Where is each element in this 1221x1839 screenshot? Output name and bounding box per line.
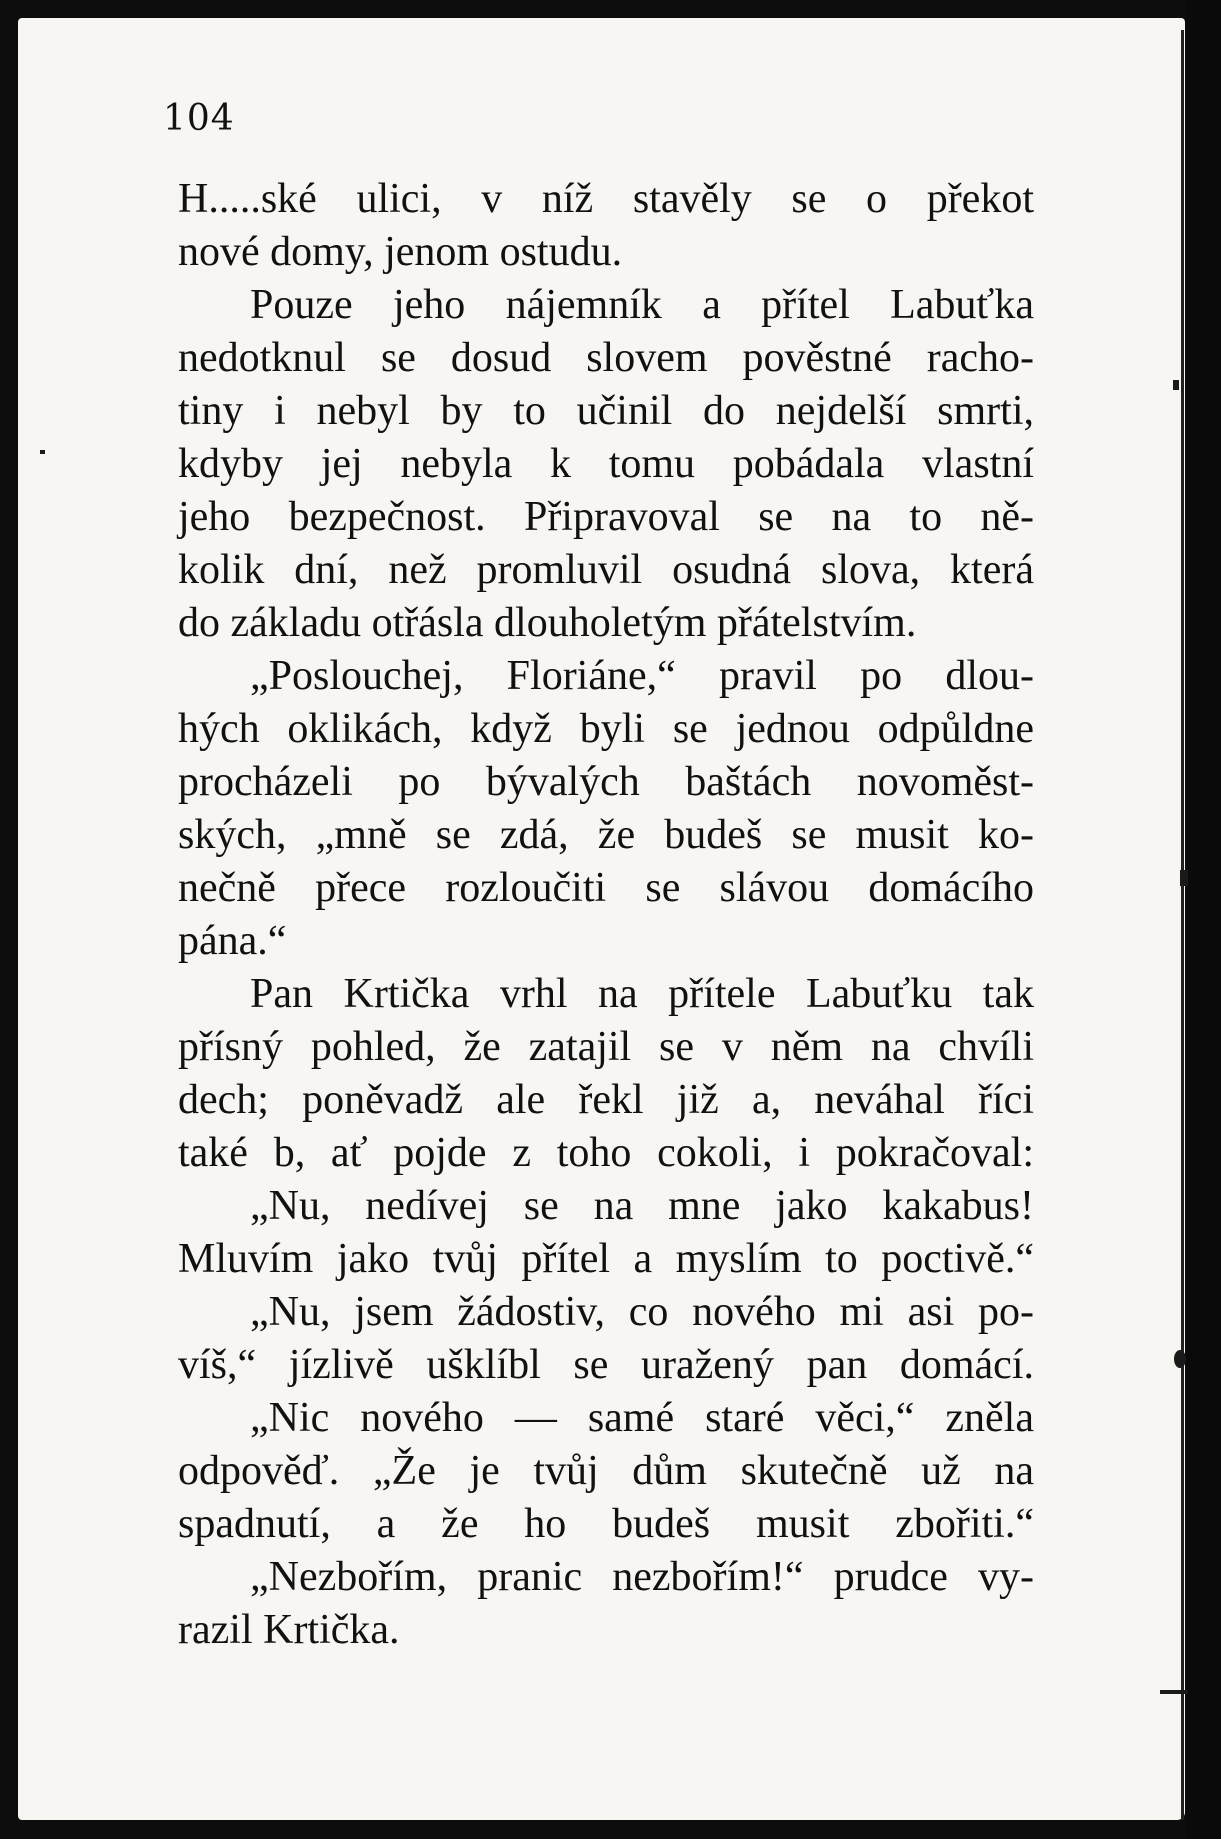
text-line: Mluvím jako tvůj přítel a myslím to poctivě.“ bbox=[178, 1236, 1034, 1282]
text-line: odpověď. „Že je tvůj dům skutečně už na bbox=[178, 1448, 1034, 1494]
page-edge-shadow bbox=[1185, 0, 1221, 1839]
margin-mark bbox=[1181, 30, 1184, 1820]
text-line: přísný pohled, že zatajil se v něm na chvíli bbox=[178, 1024, 1034, 1070]
book-page bbox=[18, 18, 1185, 1820]
text-line: nedotknul se dosud slovem pověstné racho- bbox=[178, 335, 1034, 381]
text-line: procházeli po bývalých baštách novoměst- bbox=[178, 759, 1034, 805]
text-line: dech; poněvadž ale řekl již a, neváhal říci bbox=[178, 1077, 1034, 1123]
text-line: ských, „mně se zdá, že budeš se musit ko- bbox=[178, 812, 1034, 858]
text-line: H.....ské ulici, v níž stavěly se o překot bbox=[178, 176, 1034, 222]
text-line: razil Krtička. bbox=[178, 1607, 400, 1653]
text-line: „Nu, jsem žádostiv, co nového mi asi po- bbox=[250, 1289, 1034, 1335]
margin-mark bbox=[1180, 870, 1188, 886]
text-line: Pouze jeho nájemník a přítel Labuťka bbox=[250, 282, 1034, 328]
margin-mark bbox=[1174, 1350, 1186, 1368]
text-line: „Nu, nedívej se na mne jako kakabus! bbox=[250, 1183, 1034, 1229]
text-line: pána.“ bbox=[178, 918, 287, 964]
text-line: spadnutí, a že ho budeš musit zbořiti.“ bbox=[178, 1501, 1034, 1547]
page-number: 104 bbox=[163, 98, 235, 139]
text-line: „Nezbořím, pranic nezbořím!“ prudce vy- bbox=[250, 1554, 1034, 1600]
text-line: také b, ať pojde z toho cokoli, i pokračoval: bbox=[178, 1130, 1034, 1176]
text-line: kdyby jej nebyla k tomu pobádala vlastní bbox=[178, 441, 1034, 487]
text-line: hých oklikách, když byli se jednou odpůldne bbox=[178, 706, 1034, 752]
text-line: nové domy, jenom ostudu. bbox=[178, 229, 623, 275]
margin-mark bbox=[1173, 380, 1179, 390]
text-line: tiny i nebyl by to učinil do nejdelší smrti, bbox=[178, 388, 1034, 434]
text-line: „Poslouchej, Floriáne,“ pravil po dlou- bbox=[250, 653, 1034, 699]
body-text bbox=[178, 173, 1034, 1657]
text-line: víš,“ jízlivě ušklíbl se uražený pan domácí. bbox=[178, 1342, 1034, 1388]
text-line: „Nic nového — samé staré věci,“ zněla bbox=[250, 1395, 1034, 1441]
text-line: do základu otřásla dlouholetým přátelstvím. bbox=[178, 600, 917, 646]
text-line: Pan Krtička vrhl na přítele Labuťku tak bbox=[250, 971, 1034, 1017]
text-line: jeho bezpečnost. Připravoval se na to ně- bbox=[178, 494, 1034, 540]
text-line: kolik dní, než promluvil osudná slova, která bbox=[178, 547, 1034, 593]
text-line: nečně přece rozloučiti se slávou domácího bbox=[178, 865, 1034, 911]
margin-mark bbox=[40, 450, 45, 454]
margin-mark bbox=[1160, 1690, 1188, 1694]
